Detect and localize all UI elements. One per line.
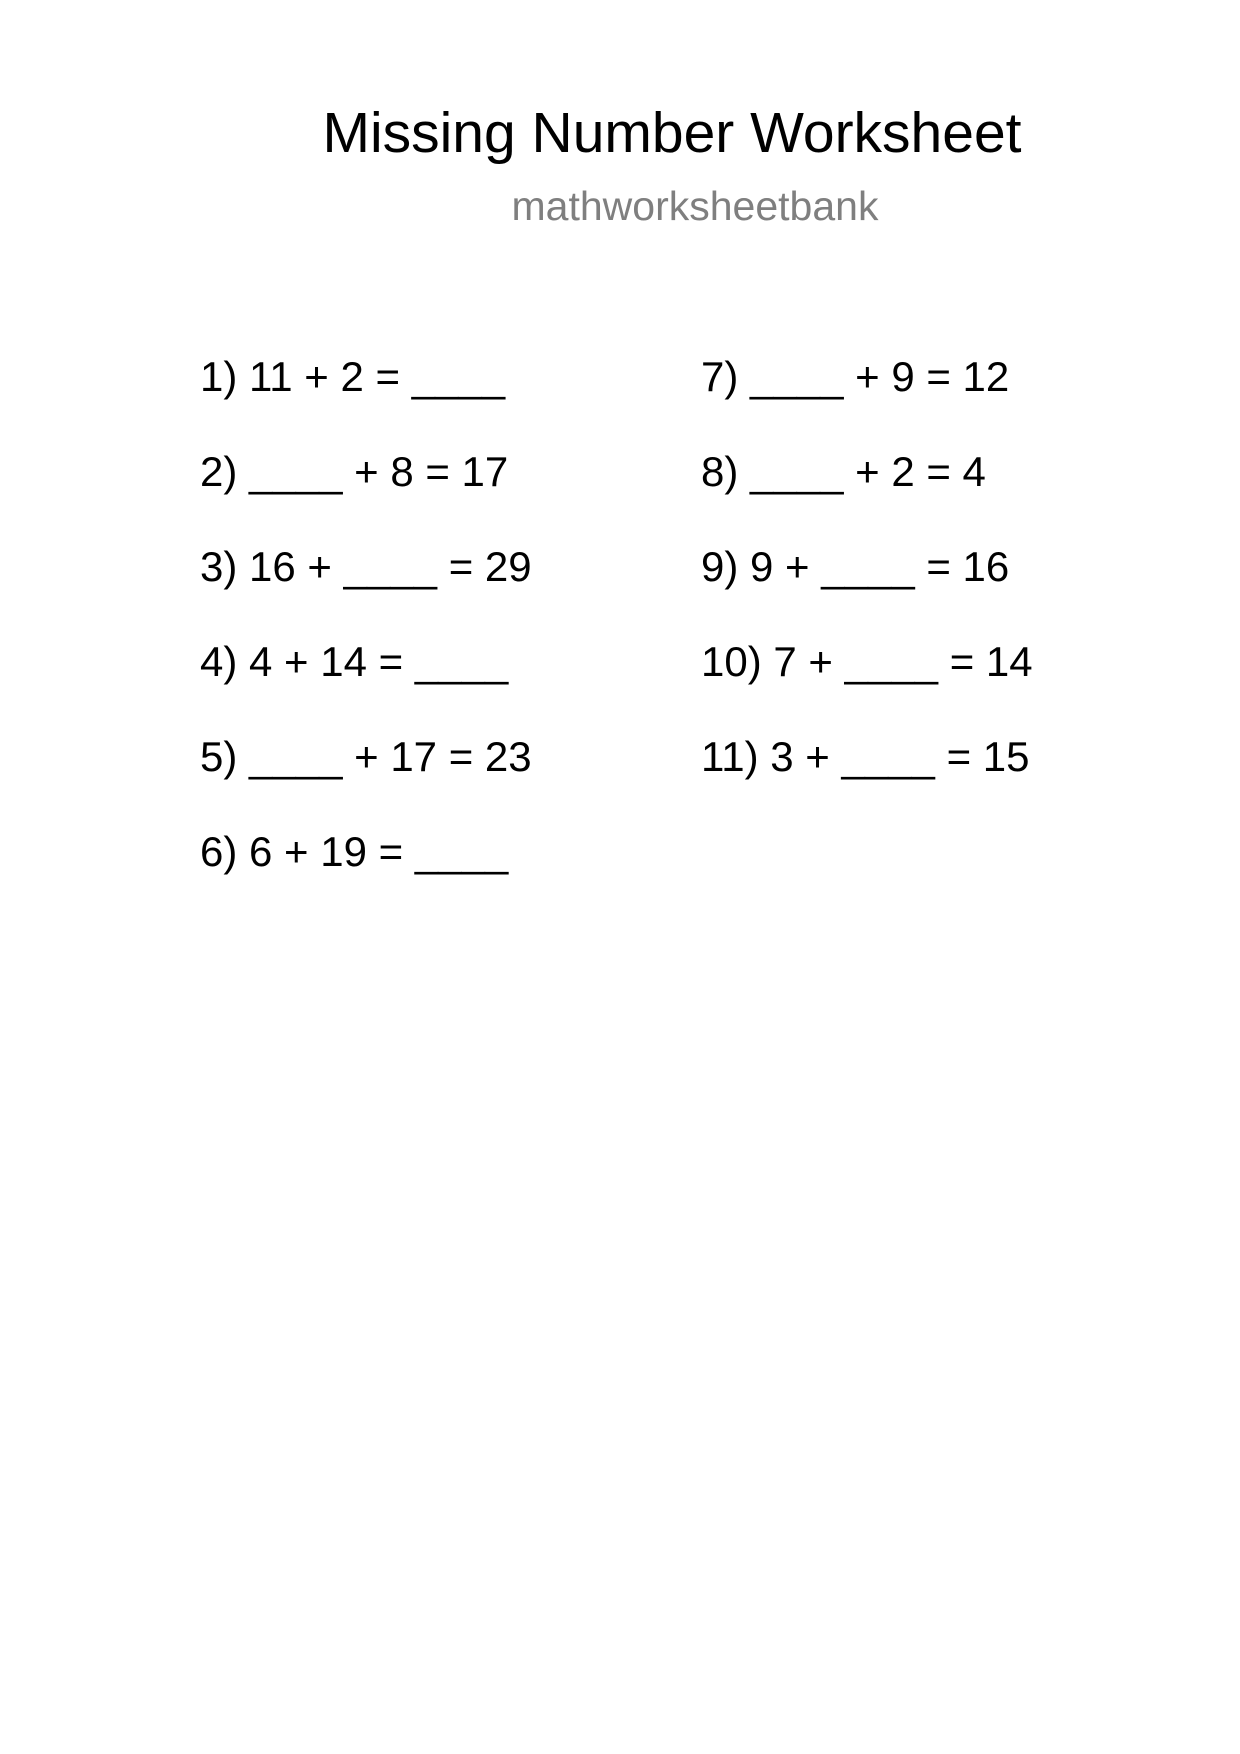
problem-7: 7) ____ + 9 = 12	[701, 353, 1010, 400]
problem-9: 9) 9 + ____ = 16	[701, 543, 1010, 590]
worksheet-title: Missing Number Worksheet	[322, 101, 1022, 165]
problem-4: 4) 4 + 14 = ____	[200, 638, 509, 685]
problem-11: 11) 3 + ____ = 15	[701, 733, 1030, 780]
problem-2: 2) ____ + 8 = 17	[200, 448, 509, 495]
problem-1: 1) 11 + 2 = ____	[200, 353, 506, 400]
problem-3: 3) 16 + ____ = 29	[200, 543, 532, 590]
problem-column-left	[200, 350, 532, 920]
problem-column-right	[701, 350, 1033, 825]
problem-10: 10) 7 + ____ = 14	[701, 638, 1033, 685]
worksheet-source: mathworksheetbank	[511, 183, 879, 229]
problem-5: 5) ____ + 17 = 23	[200, 733, 532, 780]
problem-8: 8) ____ + 2 = 4	[701, 448, 986, 495]
problem-6: 6) 6 + 19 = ____	[200, 828, 509, 875]
